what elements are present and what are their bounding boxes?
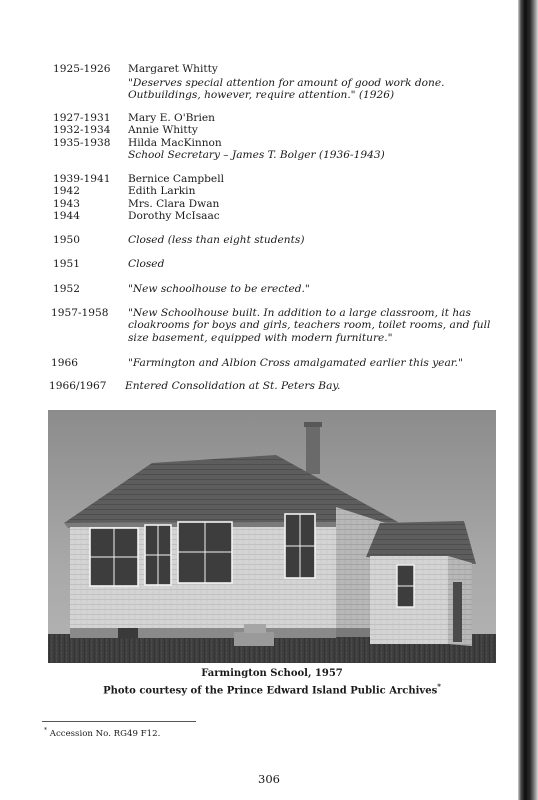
- entry-years: 1939-1941 1942 1943 1944: [53, 173, 111, 222]
- footnote-text: Accession No. RG49 F12.: [49, 728, 161, 739]
- footnote-marker: *: [44, 727, 47, 734]
- entry-years: 1925-1926: [53, 63, 111, 75]
- entry-note: "Deserves special attention for amount of good work done. Outbuildings, however, require attention." (1926): [128, 77, 445, 102]
- entry-years: 1957-1958: [51, 307, 109, 319]
- entry-teachers: Mary E. O'Brien Annie Whitty Hilda MacKinnon: [128, 112, 222, 149]
- entry-years: 1966: [51, 357, 78, 369]
- page-number: 306: [258, 772, 280, 786]
- photo-caption-title: Farmington School, 1957: [201, 668, 343, 679]
- entry-teachers: Bernice Campbell Edith Larkin Mrs. Clara Dwan Dorothy McIsaac: [128, 173, 224, 222]
- footnote-rule: [42, 721, 196, 722]
- entry-teacher: Margaret Whitty: [128, 63, 218, 75]
- entry-note: School Secretary – James T. Bolger (1936-1943): [128, 149, 385, 161]
- entry-note: Closed: [128, 258, 165, 270]
- footnote-marker: *: [437, 682, 441, 691]
- entry-years: 1951: [53, 258, 80, 270]
- entry-years: 1927-1931 1932-1934 1935-1938: [53, 112, 111, 149]
- photo-credit-text: Photo courtesy of the Prince Edward Island Public Archives: [103, 685, 438, 697]
- photo-caption-credit: [48, 681, 496, 697]
- entry-note: "New Schoolhouse built. In addition to a large classroom, it has cloakrooms for boys and girls, teachers room, toilet rooms, and full size basement, equipped with modern furniture.": [128, 307, 491, 344]
- footnote: [44, 727, 160, 739]
- entry-note: Closed (less than eight students): [128, 234, 305, 246]
- entry-years: 1966/1967: [49, 380, 107, 392]
- page-binding-edge: [518, 0, 538, 800]
- entry-note: Entered Consolidation at St. Peters Bay.: [125, 380, 341, 392]
- entry-years: 1950: [53, 234, 80, 246]
- entry-years: 1952: [53, 283, 80, 295]
- school-photograph: [48, 410, 496, 663]
- entry-note: "Farmington and Albion Cross amalgamated earlier this year.": [128, 357, 463, 369]
- entry-note: "New schoolhouse to be erected.": [128, 283, 310, 295]
